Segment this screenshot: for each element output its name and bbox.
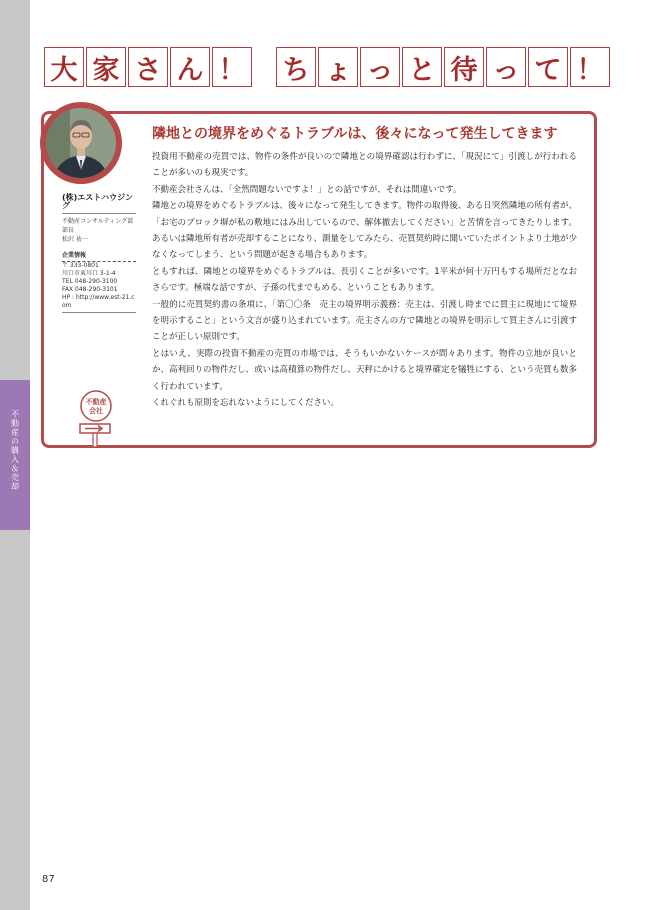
article-headline: 隣地との境界をめぐるトラブルは、後々になって発生してきます: [152, 126, 558, 142]
author-photo-frame: [40, 102, 122, 184]
real-estate-office-icon: [76, 390, 116, 448]
paragraph: 投資用不動産の売買では、物件の条件が良いので隣地との境界確認は行わずに、「現況にて」引渡しが行われることが多いのも現実です。: [152, 152, 577, 179]
author-photo: [46, 108, 116, 178]
author-department: 不動産コンサルティング部: [62, 218, 134, 225]
title-char-box: ！: [570, 47, 610, 87]
title-char-box: さ: [128, 47, 168, 87]
title-char-box: ん: [170, 47, 210, 87]
title-char-box: て: [528, 47, 568, 87]
section-tab: [0, 380, 30, 530]
title-char-box: ！: [212, 47, 252, 87]
title-char-box: ち: [276, 47, 316, 87]
paragraph: 隣地との境界をめぐるトラブルは、後々になって発生してきます。物件の取得後、ある日突然隣地の所有者が、「お宅のブロック塀が私の敷地にはみ出しているので、解体撤去してください」と苦情を言ってきたりします。あるいは隣地所有者が売却することになり、測量をしてみたら、売買契約時に聞いていたポイントより土地が少なくなってしまう、という問題が起きる場合もあります。: [152, 201, 578, 261]
author-title: 部長: [62, 227, 75, 234]
title-char-box: 家: [86, 47, 126, 87]
article-text: [152, 149, 577, 412]
paragraph: 一般的に売買契約書の条項に、「第〇〇条 売主の境界明示義務：売主は、引渡し時までに買主に現地にて境界を明示すること」という文言が盛り込まれています。売主さんの方で隣地との境界を明示して買主さんに引渡すことが正しい原則です。: [152, 299, 577, 343]
author-info: [62, 188, 136, 313]
section-tab-label: 不動産の購入＆売却: [10, 410, 20, 491]
title-char-box: 大: [44, 47, 84, 87]
phone: TEL 048-290-3100: [62, 278, 118, 285]
fax: FAX 048-290-3101: [62, 286, 118, 293]
company-name: (株)エストハウジング: [62, 188, 136, 214]
postal-code: 〒 333-0801: [62, 262, 99, 269]
address: 川口市東川口 3-1-4: [62, 270, 116, 277]
article-body: [152, 124, 577, 412]
svg-text:会社: 会社: [89, 407, 103, 415]
page-title: [44, 47, 612, 89]
website: HP : http://www.est-21.com: [62, 294, 136, 313]
title-char-box: っ: [360, 47, 400, 87]
page-number: 87: [42, 874, 55, 885]
title-char-box: 待: [444, 47, 484, 87]
author-name: 松沢 祐一: [62, 236, 88, 243]
title-char-box: っ: [486, 47, 526, 87]
title-char-box: と: [402, 47, 442, 87]
paragraph: とはいえ、実際の投資不動産の売買の市場では、そうもいかないケースが間々あります。物件の立地が良いとか、高利回りの物件だし、或いは高積算の物件だし、天秤にかけると境界確定を犠牲にする、という売買も数多く行われています。: [152, 348, 578, 392]
svg-text:不動産: 不動産: [85, 398, 107, 406]
paragraph: ともすれば、隣地との境界をめぐるトラブルは、長引くことが多いです。1平米が何十万円もする場所だとなおさらです。極端な話ですが、子孫の代までもめる、ということもあります。: [152, 266, 577, 294]
paragraph: 不動産会社さんは、「全然問題ないですよ！」との話ですが、それは間違いです。: [152, 184, 462, 195]
paragraph: くれぐれも原則を忘れないようにしてください。: [152, 398, 340, 409]
title-spacer: [254, 47, 276, 89]
company-info-heading: 企業情報: [62, 252, 136, 262]
title-char-box: ょ: [318, 47, 358, 87]
